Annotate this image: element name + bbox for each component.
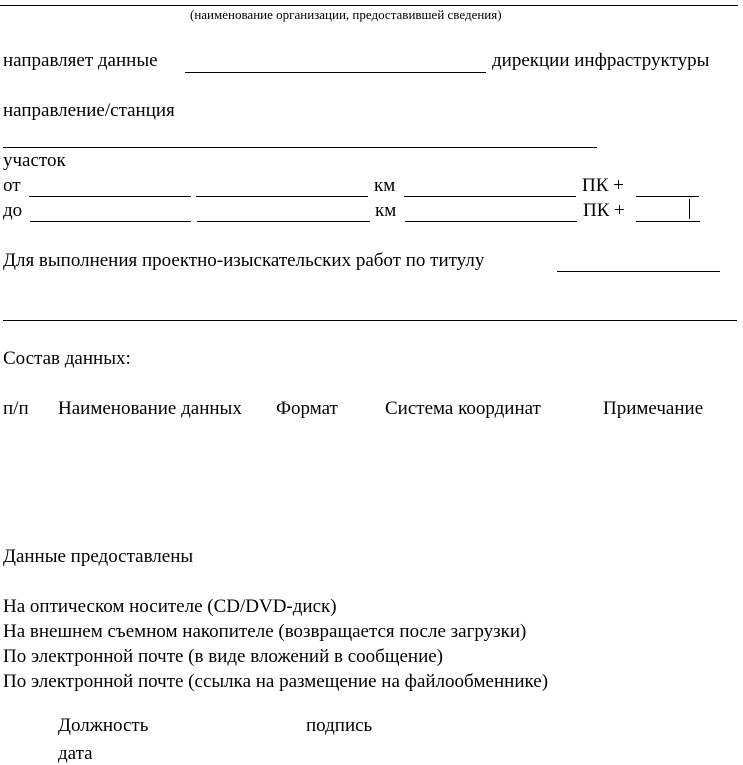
to-field-1[interactable] — [30, 221, 191, 222]
from-label: от — [3, 175, 21, 196]
from-km-label: км — [374, 175, 396, 196]
to-label: до — [3, 200, 23, 221]
from-pk-label: ПК + — [582, 175, 624, 196]
direction-station-field-line[interactable] — [3, 147, 597, 148]
position-label: Должность — [58, 715, 149, 736]
purpose-label: Для выполнения проектно-изыскательских работ по титулу — [3, 250, 485, 271]
signature-label: подпись — [306, 715, 373, 736]
recipient-field-line[interactable] — [185, 72, 486, 73]
column-header-number: п/п — [3, 398, 29, 419]
from-pk-field[interactable] — [636, 196, 699, 197]
to-pk-field[interactable] — [636, 221, 700, 222]
provided-option-email-link[interactable]: По электронной почте (ссылка на размещение на файлообменнике) — [3, 671, 549, 692]
column-header-coordinate-system: Система координат — [385, 398, 541, 419]
organization-name-line[interactable] — [0, 5, 738, 6]
column-header-data-name: Наименование данных — [58, 398, 242, 419]
from-field-1[interactable] — [29, 196, 191, 197]
to-pk-label: ПК + — [583, 200, 625, 221]
provided-option-optical[interactable]: На оптическом носителе (CD/DVD-диск) — [3, 596, 337, 617]
title-continuation-line[interactable] — [3, 320, 737, 321]
text-cursor — [689, 199, 690, 219]
column-header-format: Формат — [276, 398, 338, 419]
from-km-field[interactable] — [404, 196, 576, 197]
from-field-2[interactable] — [196, 196, 368, 197]
organization-caption: (наименование организации, предоставившей сведения) — [190, 7, 502, 22]
provided-option-external-drive[interactable]: На внешнем съемном накопителе (возвращается после загрузки) — [3, 621, 527, 642]
title-field-line[interactable] — [557, 271, 720, 272]
direction-station-label: направление/станция — [3, 100, 175, 121]
to-km-label: км — [375, 200, 397, 221]
data-composition-title: Состав данных: — [3, 348, 131, 369]
sends-data-label: направляет данные — [3, 50, 158, 71]
column-header-note: Примечание — [603, 398, 704, 419]
to-km-field[interactable] — [405, 221, 577, 222]
directorate-label: дирекции инфраструктуры — [492, 50, 710, 71]
provided-option-email-attachment[interactable]: По электронной почте (в виде вложений в сообщение) — [3, 646, 443, 667]
to-field-2[interactable] — [197, 221, 370, 222]
data-provided-title: Данные предоставлены — [3, 546, 194, 567]
section-label: участок — [3, 150, 66, 171]
date-label: дата — [58, 743, 93, 764]
